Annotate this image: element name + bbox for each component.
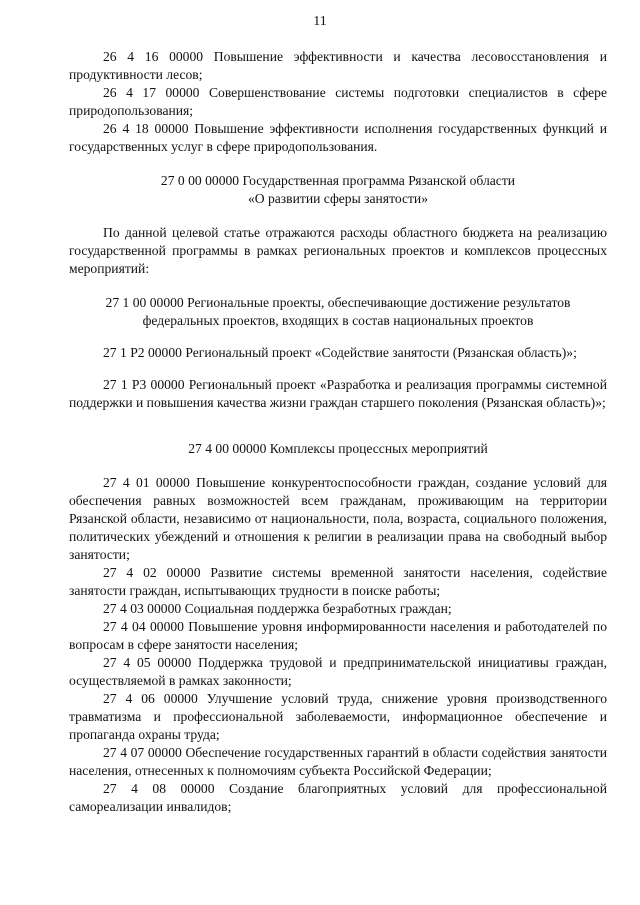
page-number: 11 <box>313 14 327 29</box>
regional-project-item: 27 1 Р3 00000 Региональный проект «Разработка и реализация программы системной поддержки и повышения качества жизни граждан старшего поколения (Рязанская область)»; <box>69 377 607 410</box>
regional-projects-heading <box>69 294 607 330</box>
regional-heading-line: 27 1 00 00000 Региональные проекты, обеспечивающие достижение результатов <box>105 295 571 310</box>
regional-heading-line: федеральных проектов, входящих в состав национальных проектов <box>142 313 534 328</box>
intro-paragraph: По данной целевой статье отражаются расходы областного бюджета на реализацию государственной программы в рамках региональных проектов и комплексов процессных мероприятий: <box>69 225 607 276</box>
complex-item: 27 4 04 00000 Повышение уровня информированности населения и работодателей по вопросам в сфере занятости населения; <box>69 619 607 652</box>
complex-list <box>69 474 607 816</box>
program-heading <box>69 172 607 208</box>
document-body <box>69 48 607 816</box>
program-heading-line: 27 0 00 00000 Государственная программа Рязанской области <box>160 173 516 188</box>
list-item: 26 4 16 00000 Повышение эффективности и качества лесовосстановления и продуктивности лесов; <box>69 49 607 82</box>
regional-project-item: 27 1 Р2 00000 Региональный проект «Содействие занятости (Рязанская область)»; <box>103 345 577 360</box>
complex-item: 27 4 08 00000 Создание благоприятных условий для профессиональной самореализации инвалидов; <box>69 781 607 814</box>
list-item: 26 4 17 00000 Совершенствование системы подготовки специалистов в сфере природопользования; <box>69 85 607 118</box>
complex-item: 27 4 06 00000 Улучшение условий труда, снижение уровня производственного травматизма и профессиональной заболеваемости, информационное обеспечение и пропаганда охраны труда; <box>69 691 607 742</box>
complex-item: 27 4 03 00000 Социальная поддержка безработных граждан; <box>103 601 452 616</box>
complex-item: 27 4 07 00000 Обеспечение государственных гарантий в области содействия занятости населения, отнесенных к полномочиям субъекта Российской Федерации; <box>69 745 607 778</box>
complex-item: 27 4 01 00000 Повышение конкурентоспособности граждан, создание условий для обеспечения равных возможностей всем гражданам, проживающим на территории Рязанской области, независимо от национальности, пола, возраста, социального положения, политических убеждений и отношения к религии в реализации права на свободный выбор занятости; <box>69 475 607 562</box>
complex-item: 27 4 05 00000 Поддержка трудовой и предпринимательской инициативы граждан, осуществляемой в рамках законности; <box>69 655 607 688</box>
complex-heading: 27 4 00 00000 Комплексы процессных мероприятий <box>188 441 488 456</box>
complex-item: 27 4 02 00000 Развитие системы временной занятости населения, содействие занятости граждан, испытывающих трудности в поиске работы; <box>69 565 607 598</box>
program-heading-line: «О развитии сферы занятости» <box>247 191 429 206</box>
list-item: 26 4 18 00000 Повышение эффективности исполнения государственных функций и государственных услуг в сфере природопользования. <box>69 121 607 154</box>
